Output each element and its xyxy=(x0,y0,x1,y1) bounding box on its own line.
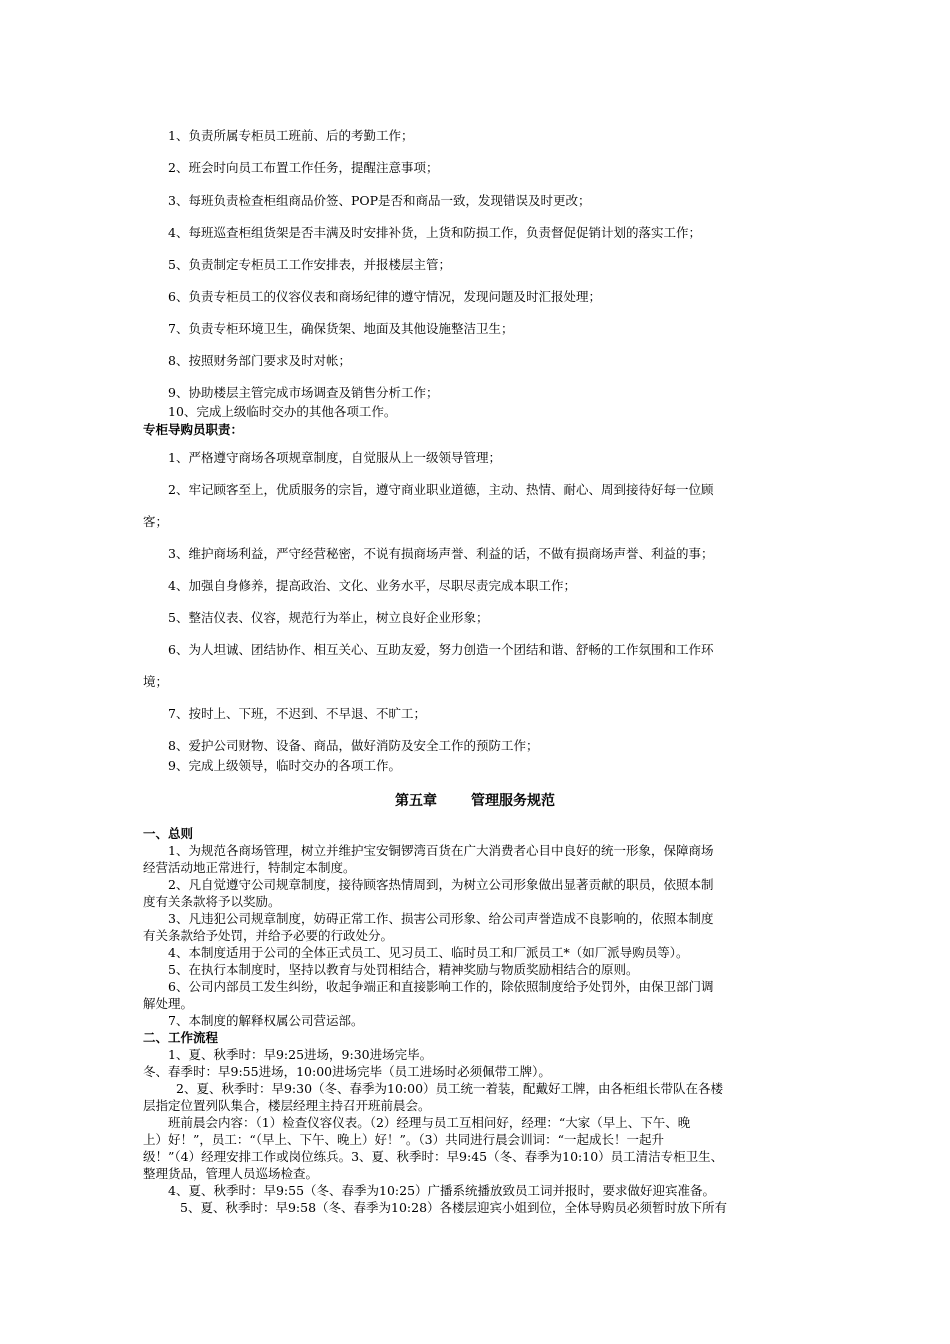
guide-duty-9: 9、完成上级领导，临时交办的各项工作。 xyxy=(168,758,401,773)
chapter-title xyxy=(0,791,950,811)
guide-duty-6: 6、为人坦诚、团结协作、相互关心、互助友爱，努力创造一个团结和谐、舒畅的工作氛围和工作环 xyxy=(168,642,714,657)
counter-duty-6: 6、负责专柜员工的仪容仪表和商场纪律的遵守情况，发现问题及时汇报处理； xyxy=(168,289,601,304)
guide-duty-2: 2、牢记顾客至上，优质服务的宗旨，遵守商业职业道德，主动、热情、耐心、周到接待好每一位顾 xyxy=(168,482,714,497)
general-line-1: 1、为规范各商场管理，树立并维护宝安铜锣湾百货在广大消费者心目中良好的统一形象，保障商场 xyxy=(168,843,714,858)
guide-duty-6-cont: 境； xyxy=(143,674,169,689)
counter-duty-1: 1、负责所属专柜员工班前、后的考勤工作； xyxy=(168,128,414,143)
guide-duty-3: 3、维护商场利益，严守经营秘密，不说有损商场声誉、利益的话，不做有损商场声誉、利益的事； xyxy=(168,546,714,561)
workflow-line-5: 班前晨会内容：（1）检查仪容仪表。（2）经理与员工互相问好，经理：“大家（早上、下午、晚 xyxy=(168,1115,691,1130)
workflow-heading: 二、工作流程 xyxy=(143,1030,219,1045)
guide-duty-7: 7、按时上、下班，不迟到、不早退、不旷工； xyxy=(168,706,426,721)
general-line-5: 3、凡违犯公司规章制度，妨碍正常工作、损害公司形象、给公司声誉造成不良影响的，依照本制度 xyxy=(168,911,714,926)
counter-duty-4: 4、每班巡查柜组货架是否丰满及时安排补货，上货和防损工作，负责督促促销计划的落实工作； xyxy=(168,225,701,240)
counter-duty-10: 10、完成上级临时交办的其他各项工作。 xyxy=(168,404,397,419)
workflow-line-8: 整理货品，管理人员巡场检查。 xyxy=(143,1166,319,1181)
counter-duty-7: 7、负责专柜环境卫生，确保货架、地面及其他设施整洁卫生； xyxy=(168,321,514,336)
general-line-6: 有关条款给予处罚，并给予必要的行政处分。 xyxy=(143,928,394,943)
general-line-2: 经营活动地正常进行，特制定本制度。 xyxy=(143,860,356,875)
workflow-line-4: 层指定位置列队集合，楼层经理主持召开班前晨会。 xyxy=(143,1098,431,1113)
general-line-4: 度有关条款将予以奖励。 xyxy=(143,894,281,909)
chapter-number: 第五章 xyxy=(395,793,437,809)
general-line-7: 4、本制度适用于公司的全体正式员工、见习员工、临时员工和厂派员工*（如厂派导购员等）。 xyxy=(168,945,689,960)
workflow-line-9: 4、夏、秋季时：早9:55（冬、春季为10:25）广播系统播放致员工词并报时，要求做好迎宾准备。 xyxy=(168,1183,716,1198)
workflow-line-7: 级！”（4）经理安排工作或岗位练兵。3、夏、秋季时：早9:45（冬、春季为10:10）员工清洁专柜卫生、 xyxy=(143,1149,724,1164)
workflow-line-10: 5、夏、秋季时：早9:58（冬、春季为10:28）各楼层迎宾小姐到位，全体导购员必须暂时放下所有 xyxy=(180,1200,728,1215)
guide-duty-5: 5、整洁仪表、仪容，规范行为举止，树立良好企业形象； xyxy=(168,610,489,625)
guide-duty-2-cont: 客； xyxy=(143,514,169,529)
counter-duty-9: 9、协助楼层主管完成市场调查及销售分析工作； xyxy=(168,385,439,400)
general-heading: 一、总则 xyxy=(143,826,194,841)
counter-duty-5: 5、负责制定专柜员工工作安排表，并报楼层主管； xyxy=(168,257,451,272)
general-line-3: 2、凡自觉遵守公司规章制度，接待顾客热情周到，为树立公司形象做出显著贡献的职员，依照本制 xyxy=(168,877,714,892)
workflow-line-2: 冬、春季时：早9:55进场，10:00进场完毕（员工进场时必须佩带工牌）。 xyxy=(143,1064,551,1079)
general-line-11: 7、本制度的解释权属公司营运部。 xyxy=(168,1013,364,1028)
guide-duty-1: 1、严格遵守商场各项规章制度，自觉服从上一级领导管理； xyxy=(168,450,501,465)
general-line-9: 6、公司内部员工发生纠纷，收起争端正和直接影响工作的，除依照制度给予处罚外，由保卫部门调 xyxy=(168,979,714,994)
guide-heading: 专柜导购员职责： xyxy=(143,422,244,437)
counter-duty-8: 8、按照财务部门要求及时对帐； xyxy=(168,353,351,368)
general-line-8: 5、在执行本制度时，坚持以教育与处罚相结合，精神奖励与物质奖励相结合的原则。 xyxy=(168,962,639,977)
counter-duty-3: 3、每班负责检查柜组商品价签、POP是否和商品一致，发现错误及时更改； xyxy=(168,193,591,208)
general-line-10: 解处理。 xyxy=(143,996,194,1011)
workflow-line-6: 上）好！”，员工：“（早上、下午、晚上）好！”。（3）共同进行晨会训词：“一起成长！一起升 xyxy=(143,1132,665,1147)
chapter-name: 管理服务规范 xyxy=(471,793,555,809)
guide-duty-8: 8、爱护公司财物、设备、商品，做好消防及安全工作的预防工作； xyxy=(168,738,539,753)
counter-duty-2: 2、班会时向员工布置工作任务，提醒注意事项； xyxy=(168,160,439,175)
workflow-line-3: 2、夏、秋季时：早9:30（冬、春季为10:00）员工统一着装，配戴好工牌，由各柜组长带队在各楼 xyxy=(176,1081,724,1096)
workflow-line-1: 1、夏、秋季时：早9:25进场，9:30进场完毕。 xyxy=(168,1047,433,1062)
guide-duty-4: 4、加强自身修养，提高政治、文化、业务水平，尽职尽责完成本职工作； xyxy=(168,578,576,593)
